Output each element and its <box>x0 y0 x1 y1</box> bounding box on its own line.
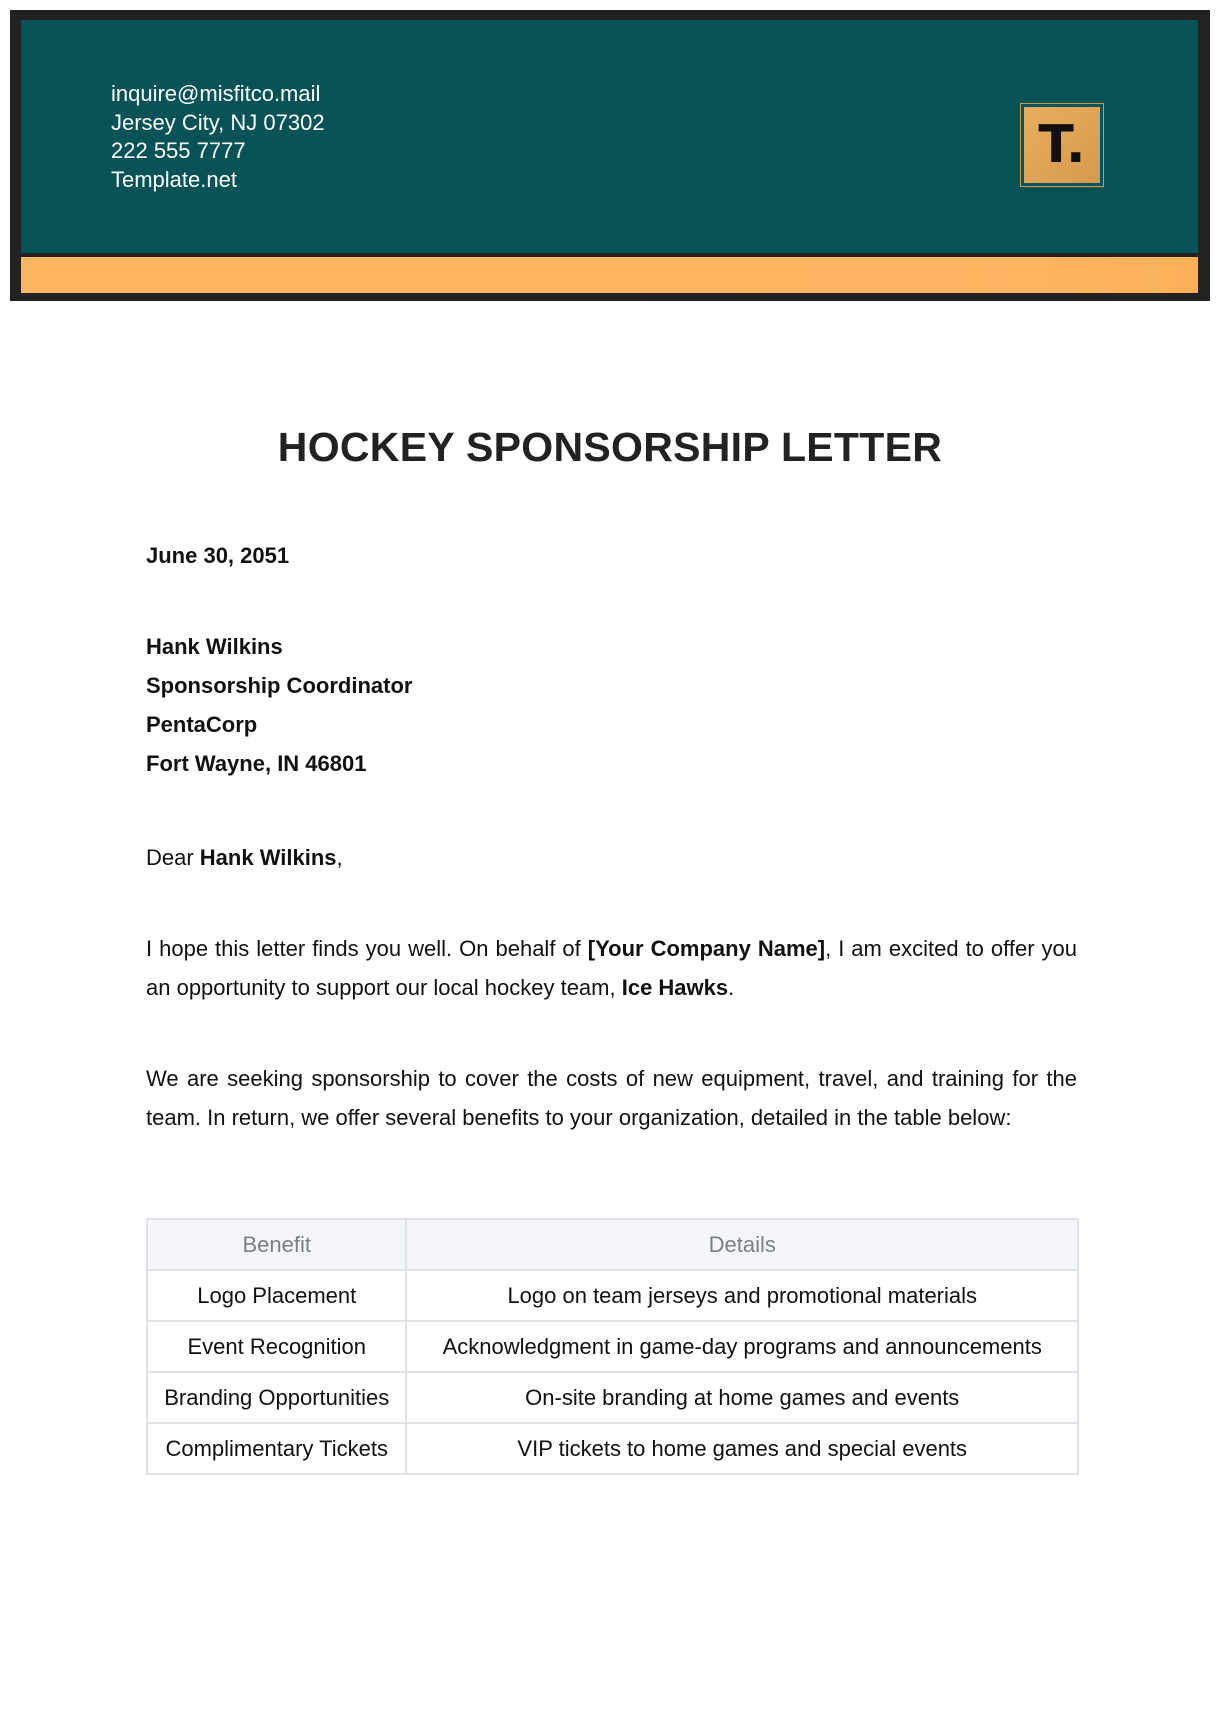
salutation-prefix: Dear <box>146 845 200 870</box>
details-cell: Logo on team jerseys and promotional materials <box>406 1270 1078 1321</box>
table-header-row <box>147 1219 1078 1270</box>
contact-address: Jersey City, NJ 07302 <box>111 109 325 135</box>
recipient-company: PentaCorp <box>146 712 258 737</box>
recipient-position: Sponsorship Coordinator <box>146 673 413 698</box>
salutation <box>146 838 1077 877</box>
benefit-cell: Complimentary Tickets <box>147 1423 406 1474</box>
recipient-block <box>146 627 1077 783</box>
details-cell: Acknowledgment in game-day programs and announcements <box>406 1321 1078 1372</box>
paragraph-intro-text: I hope this letter finds you well. On behalf of <box>146 936 588 961</box>
team-name: Ice Hawks <box>621 975 729 1000</box>
benefit-cell: Event Recognition <box>147 1321 406 1372</box>
paragraph-intro-text-2: , I am excited to offer you an opportunity to support our local hockey team, <box>146 936 1078 1000</box>
benefit-cell: Logo Placement <box>147 1270 406 1321</box>
recipient-name: Hank Wilkins <box>146 634 283 659</box>
logo <box>1020 103 1104 187</box>
contact-block <box>111 80 325 194</box>
paragraph-intro <box>146 929 1077 1007</box>
page-title: HOCKEY SPONSORSHIP LETTER <box>277 424 943 470</box>
salutation-suffix: , <box>336 845 343 870</box>
details-cell: On-site branding at home games and events <box>406 1372 1078 1423</box>
salutation-name: Hank Wilkins <box>199 845 337 870</box>
benefit-cell: Branding Opportunities <box>147 1372 406 1423</box>
logo-mark: T. <box>1024 107 1100 183</box>
contact-email: inquire@misfitco.mail <box>111 81 321 106</box>
table-row <box>147 1321 1078 1372</box>
table-header-benefit: Benefit <box>147 1219 406 1270</box>
details-cell: VIP tickets to home games and special events <box>406 1423 1078 1474</box>
contact-website: Template.net <box>111 166 237 192</box>
paragraph-intro-text-3: . <box>728 975 735 1000</box>
recipient-city: Fort Wayne, IN 46801 <box>146 751 367 776</box>
table-row <box>147 1270 1078 1321</box>
table-row <box>147 1372 1078 1423</box>
table-row <box>147 1423 1078 1474</box>
benefits-table <box>146 1218 1079 1475</box>
table-header-details: Details <box>406 1219 1078 1270</box>
letterhead <box>10 10 1210 301</box>
paragraph-request: We are seeking sponsorship to cover the costs of new equipment, travel, and training for the team. In return, we offer several benefits to your organization, detailed in the table below: <box>146 1066 1077 1130</box>
letterhead-accent-stripe <box>21 257 1198 293</box>
contact-phone: 222 555 7777 <box>111 138 246 163</box>
company-placeholder: [Your Company Name] <box>587 936 826 961</box>
letter-date: June 30, 2051 <box>146 543 290 568</box>
